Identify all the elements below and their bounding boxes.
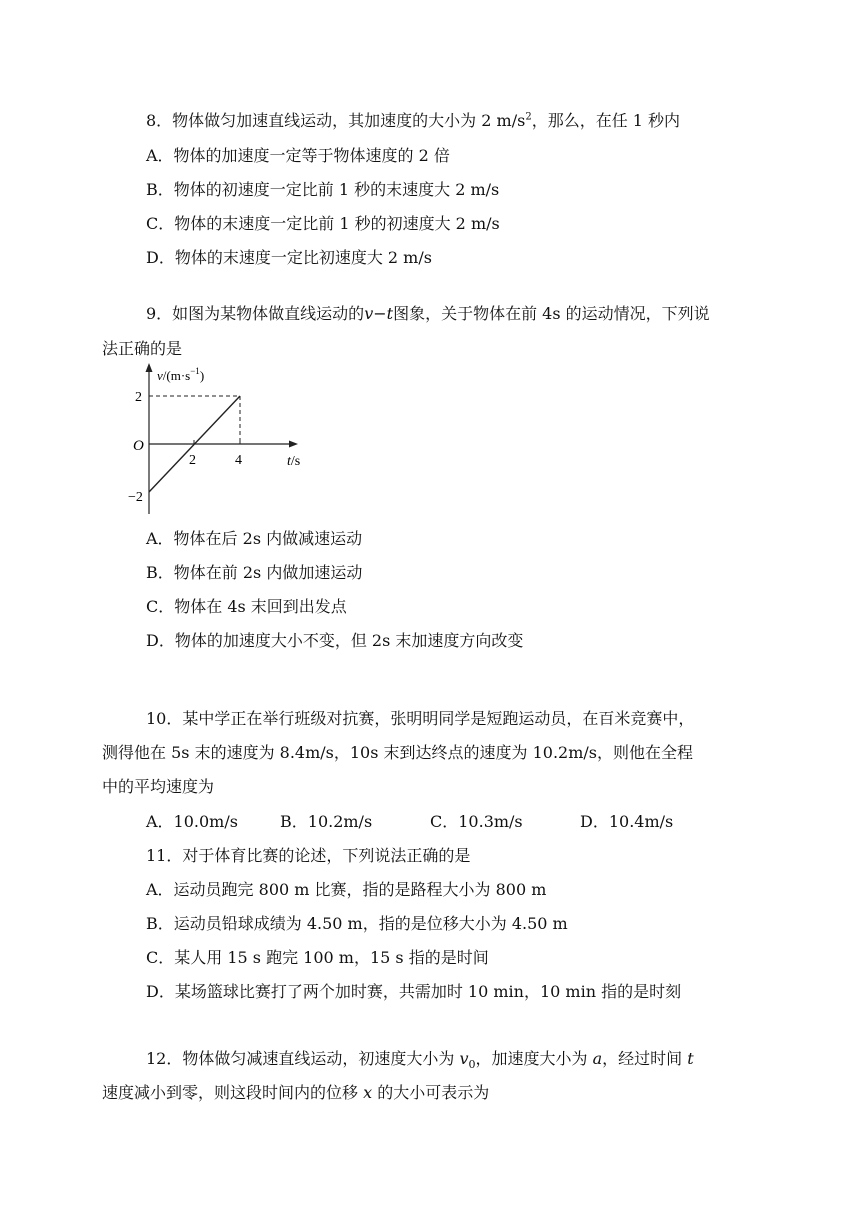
q12-var-v: v — [459, 1049, 469, 1068]
q11-stem: 11．对于体育比赛的论述，下列说法正确的是 — [146, 846, 471, 865]
x-axis-arrow-icon — [289, 441, 298, 448]
q10-stem-line3: 中的平均速度为 — [102, 777, 215, 796]
q12-var-v-subscript: 0 — [468, 1058, 476, 1072]
x-tick-label-2: 2 — [189, 453, 196, 468]
q8-option-c: C．物体的末速度一定比前 1 秒的初速度大 2 m/s — [146, 214, 500, 233]
y-tick-label-2: 2 — [135, 390, 142, 405]
x-axis-label: t/s — [287, 454, 301, 469]
q12-stem-line2 — [102, 1082, 489, 1104]
q8-stem — [146, 110, 680, 132]
q9-option-a: A．物体在后 2s 内做减速运动 — [146, 529, 363, 548]
q11-option-d: D．某场篮球比赛打了两个加时赛，共需加时 10 min，10 min 指的是时刻 — [146, 982, 682, 1001]
q8-stem-tail: ，那么，在任 1 秒内 — [531, 111, 681, 130]
q9-stem-line2: 法正确的是 — [102, 339, 183, 358]
q9-option-d: D．物体的加速度大小不变，但 2s 末加速度方向改变 — [146, 631, 524, 650]
q10-stem-line1: 10．某中学正在举行班级对抗赛，张明明同学是短跑运动员，在百米竞赛中， — [146, 709, 695, 728]
q9-vt-symbol: v−t — [364, 304, 394, 323]
q10-option-b: B．10.2m/s — [280, 812, 373, 831]
y-tick-label-neg2: −2 — [128, 490, 143, 505]
q12-var-x: x — [363, 1083, 373, 1102]
x-tick-label-4: 4 — [235, 453, 242, 468]
q12-stem-line1 — [146, 1048, 694, 1070]
q9-option-b: B．物体在前 2s 内做加速运动 — [146, 563, 363, 582]
origin-label: O — [133, 438, 144, 454]
q11-option-b: B．运动员铅球成绩为 4.50 m，指的是位移大小为 4.50 m — [146, 914, 568, 933]
q11-option-c: C．某人用 15 s 跑完 100 m，15 s 指的是时间 — [146, 948, 489, 967]
q9-vt-graph — [128, 360, 318, 520]
q8-option-d: D．物体的末速度一定比初速度大 2 m/s — [146, 248, 432, 267]
q10-stem-line2: 测得他在 5s 末的速度为 8.4m/s，10s 末到达终点的速度为 10.2m/s，则他在全程 — [102, 743, 694, 762]
q11-option-a: A．运动员跑完 800 m 比赛，指的是路程大小为 800 m — [146, 880, 547, 899]
q12-text-5: 的大小可表示为 — [372, 1083, 490, 1102]
q8-option-a: A．物体的加速度一定等于物体速度的 2 倍 — [146, 146, 450, 165]
q8-option-b: B．物体的初速度一定比前 1 秒的末速度大 2 m/s — [146, 180, 500, 199]
q12-text-4: 速度减小到零，则这段时间内的位移 — [102, 1083, 364, 1102]
q12-var-a: a — [592, 1049, 603, 1068]
q10-option-c: C．10.3m/s — [430, 812, 523, 831]
q12-var-t: t — [687, 1049, 694, 1068]
q9-stem — [146, 303, 710, 325]
q12-text-3: ，经过时间 — [602, 1049, 688, 1068]
q9-option-c: C．物体在 4s 末回到出发点 — [146, 597, 347, 616]
q12-text-2: ，加速度大小为 — [475, 1049, 593, 1068]
q10-option-d: D．10.4m/s — [580, 812, 674, 831]
q12-text-1: 12．物体做匀减速直线运动，初速度大小为 — [146, 1049, 460, 1068]
q8-stem-text: 8．物体做匀加速直线运动，其加速度的大小为 2 m/s — [146, 111, 526, 130]
y-axis-arrow-icon — [146, 363, 153, 372]
q9-stem-tail: 图象，关于物体在前 4s 的运动情况，下列说 — [393, 304, 710, 323]
q9-stem-text: 9．如图为某物体做直线运动的 — [146, 304, 365, 323]
q10-option-a: A．10.0m/s — [146, 812, 238, 831]
y-axis-label: $v/(m\cdot s^{-1})$ — [157, 366, 205, 383]
q8-unit-exponent: 2 — [525, 111, 532, 123]
